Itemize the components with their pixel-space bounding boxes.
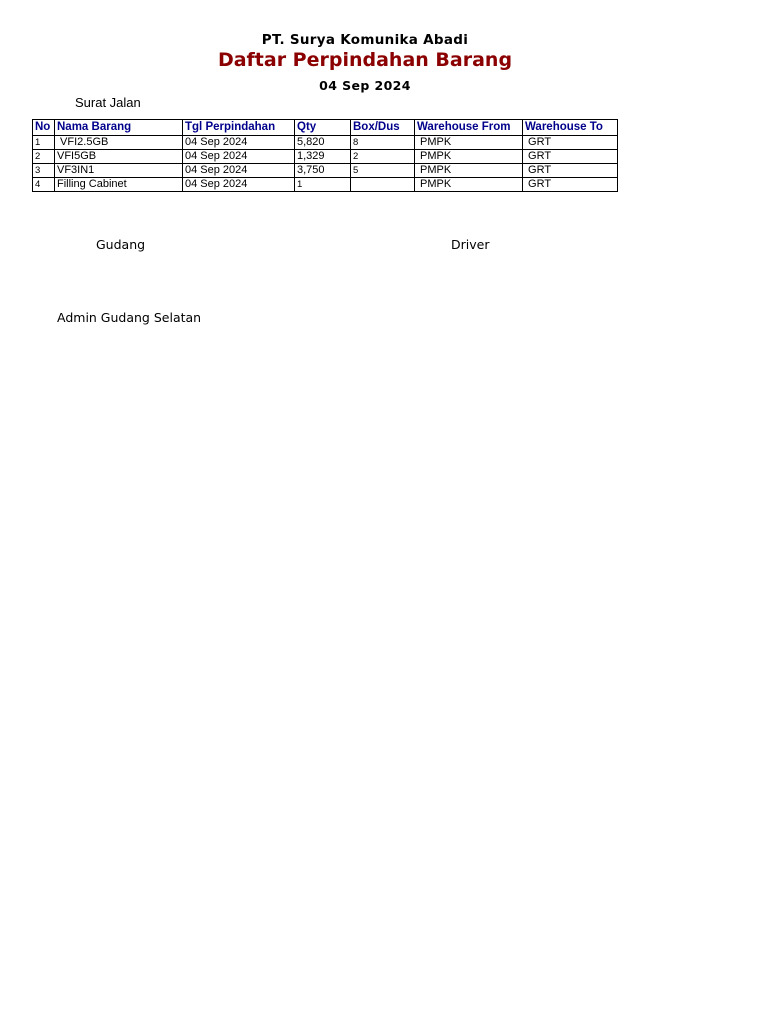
cell-warehouse-to: GRT xyxy=(523,164,618,178)
company-name: PT. Surya Komunika Abadi xyxy=(261,32,469,48)
transfer-items-table xyxy=(32,119,618,192)
cell-no: 3 xyxy=(33,164,55,178)
cell-warehouse-to: GRT xyxy=(523,150,618,164)
column-header-warehouse-from: Warehouse From xyxy=(415,120,523,136)
cell-nama-barang: VFI5GB xyxy=(55,150,183,164)
cell-warehouse-from: PMPK xyxy=(415,164,523,178)
cell-warehouse-to: GRT xyxy=(523,178,618,192)
cell-box-dus xyxy=(351,178,415,192)
signature-label-gudang: Gudang xyxy=(96,237,146,252)
cell-qty: 1,329 xyxy=(295,150,351,164)
cell-warehouse-from: PMPK xyxy=(415,136,523,150)
column-header-tgl-perpindahan: Tgl Perpindahan xyxy=(183,120,295,136)
cell-tgl-perpindahan: 04 Sep 2024 xyxy=(183,150,295,164)
cell-no: 1 xyxy=(33,136,55,150)
cell-nama-barang: VFI2.5GB xyxy=(55,136,183,150)
cell-nama-barang: VF3IN1 xyxy=(55,164,183,178)
table-row xyxy=(33,164,618,178)
cell-warehouse-from: PMPK xyxy=(415,150,523,164)
table-row xyxy=(33,136,618,150)
table-row xyxy=(33,150,618,164)
column-header-no: No xyxy=(33,120,55,136)
cell-box-dus: 5 xyxy=(351,164,415,178)
table-header-row xyxy=(33,120,618,136)
column-header-warehouse-to: Warehouse To xyxy=(523,120,618,136)
cell-qty: 5,820 xyxy=(295,136,351,150)
cell-box-dus: 8 xyxy=(351,136,415,150)
column-header-qty: Qty xyxy=(295,120,351,136)
cell-tgl-perpindahan: 04 Sep 2024 xyxy=(183,164,295,178)
table-row xyxy=(33,178,618,192)
cell-nama-barang: Filling Cabinet xyxy=(55,178,183,192)
cell-qty: 1 xyxy=(295,178,351,192)
signature-label-driver: Driver xyxy=(451,237,490,252)
cell-box-dus: 2 xyxy=(351,150,415,164)
cell-warehouse-to: GRT xyxy=(523,136,618,150)
column-header-nama-barang: Nama Barang xyxy=(55,120,183,136)
signature-label-admin: Admin Gudang Selatan xyxy=(57,310,202,325)
document-type-label: Surat Jalan xyxy=(75,95,141,110)
column-header-box-dus: Box/Dus xyxy=(351,120,415,136)
cell-no: 2 xyxy=(33,150,55,164)
cell-tgl-perpindahan: 04 Sep 2024 xyxy=(183,178,295,192)
cell-warehouse-from: PMPK xyxy=(415,178,523,192)
document-date: 04 Sep 2024 xyxy=(319,78,411,93)
document-title: Daftar Perpindahan Barang xyxy=(217,49,513,71)
cell-tgl-perpindahan: 04 Sep 2024 xyxy=(183,136,295,150)
cell-qty: 3,750 xyxy=(295,164,351,178)
cell-no: 4 xyxy=(33,178,55,192)
